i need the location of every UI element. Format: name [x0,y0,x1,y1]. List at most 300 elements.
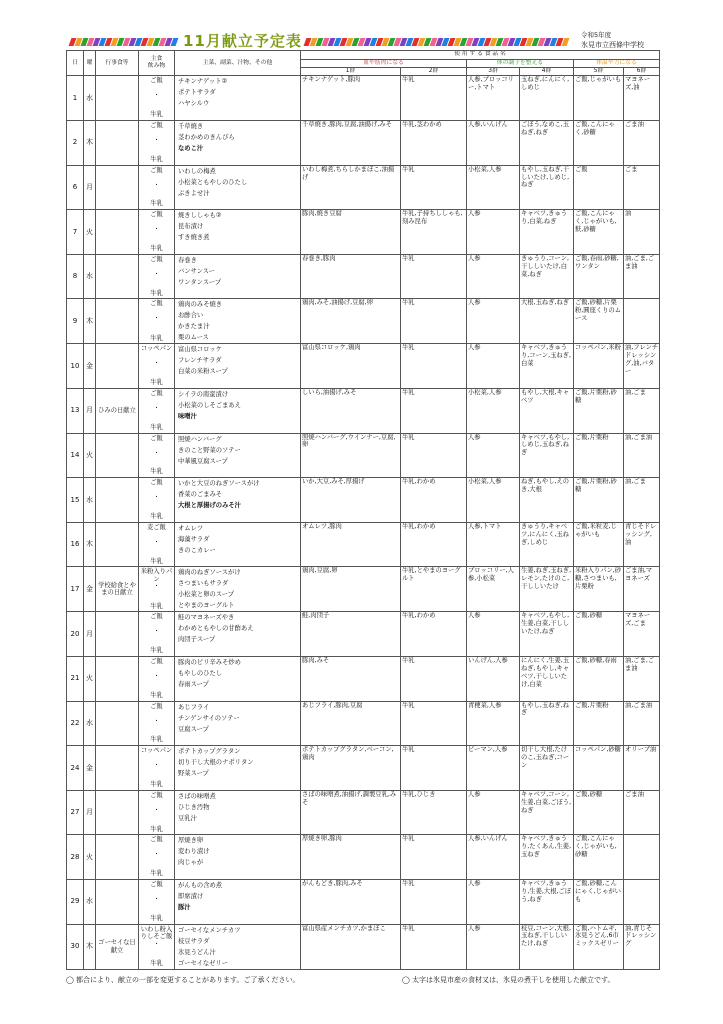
row-staple: ご飯 [150,791,163,799]
row-staple: ご飯 [150,658,163,665]
row-group-5: ご飯,こんにゃく,じゃがいも,砂糖 [574,835,624,880]
row-staple-cell [139,433,175,478]
row-event [96,210,139,255]
row-dow: 金 [84,344,96,389]
row-staple-dot: ・ [153,717,160,725]
row-group-6: ごま [624,165,660,210]
row-dish: 昆布漬け [178,223,204,231]
row-group-4: キャベツ,きゅうり,コーン,玉ねぎ,白菜 [520,344,574,389]
row-group-2: 牛乳 [401,433,467,478]
col-dow: 曜 [84,51,96,76]
row-event [96,165,139,210]
row-group-4: ねぎ,もやし,えのき,大根 [520,478,574,523]
row-group-1: 富山県コロッケ,鶏肉 [301,344,401,389]
row-group-5: ご飯,片栗粉 [574,433,624,478]
decoration-right [305,38,575,48]
row-group-5: ご飯,砂糖 [574,790,624,835]
row-group-5: ご飯,春雨,砂糖,ワンタン [574,254,624,299]
row-group-3: 人参 [467,299,520,344]
row-dish: 豚汁 [178,903,191,911]
col-dishes: 主菜、副菜、汁物、その他 [175,51,301,76]
row-milk: 牛乳 [150,959,163,967]
menu-row [67,701,660,746]
row-group-5: ご飯,片栗粉,砂糖 [574,389,624,434]
row-group-2: 牛乳 [401,254,467,299]
footer-note-change: ◯ 都合により、献立の一部を変更することがあります。ご了承ください。 [66,976,300,984]
row-staple-dot: ・ [153,538,160,546]
row-milk: 牛乳 [150,379,163,387]
row-group-4: キャベツ,もやし,生姜,白菜,干ししいたけ,ねぎ [520,612,574,657]
col-date: 日 [67,51,84,76]
row-dish: 変わり漬け [178,848,210,856]
row-dow: 水 [84,76,96,121]
row-dish: ゴーセイなメンチカツ [178,926,241,934]
row-dish: 小松菜と卵のスープ [178,591,235,599]
row-milk: 牛乳 [150,870,163,878]
row-event [96,299,139,344]
row-dish: あじフライ [178,703,210,711]
cat-red-label: 血や筋肉になる [301,60,467,68]
row-staple-dot: ・ [153,851,160,859]
row-group-6 [624,835,660,880]
row-staple-cell [139,657,175,702]
row-dish: ポテトカップグラタン [178,748,241,756]
row-group-5: ご飯,ハトムギ,氷見うどん,6市ミックスゼリー [574,924,624,969]
row-staple-dot: ・ [153,92,160,100]
row-group-5: 米粉入りパン,砂糖,さつまいも,片栗粉 [574,567,624,612]
row-dow: 火 [84,835,96,880]
row-staple: ご飯 [150,613,163,621]
row-group-4: にんにく,生姜,玉ねぎ,もやし,キャベツ,干ししいたけ,白菜 [520,657,574,702]
row-group-2: 牛乳,わかめ [401,522,467,567]
row-group-2: 牛乳 [401,746,467,791]
row-dish: 千草焼き [178,123,204,131]
row-staple: 米粉入りパン [140,568,173,584]
row-staple-dot: ・ [153,762,160,770]
row-staple-cell [139,924,175,969]
row-group-3: 青梗菜,人参 [467,701,520,746]
row-staple-cell [139,835,175,880]
row-dish: いかと大豆のねぎソースがけ [178,480,260,488]
row-group-1: チキンナゲット,豚肉 [301,76,401,121]
row-group-3: 人参,いんげん [467,121,520,166]
row-group-4: 玉ねぎ,にんにく,しめじ [520,76,574,121]
row-group-1: 鶏肉,豆腐,卵 [301,567,401,612]
row-staple: いわし粉入りしそご飯 [140,925,173,941]
row-milk: 牛乳 [150,602,163,610]
row-group-3: 人参 [467,924,520,969]
row-group-2: 牛乳 [401,299,467,344]
row-milk: 牛乳 [150,468,163,476]
row-date: 7 [67,210,84,255]
row-milk: 牛乳 [150,200,163,208]
row-group-2: 牛乳,とやまのヨーグルト [401,567,467,612]
row-group-3: 人参,トマト [467,522,520,567]
row-dish: ワンタンスープ [178,278,222,286]
row-group-2: 牛乳,わかめ [401,478,467,523]
cat-green-label: 体の調子を整える [467,60,574,68]
row-event [96,746,139,791]
row-group-5: ご飯,じゃがいも [574,76,624,121]
row-dishes [175,746,301,791]
row-date: 24 [67,746,84,791]
footer-note-bold: ◯ 太字は氷見市産の食材又は、氷見の煮干しを使用した献立です。 [402,976,615,984]
row-group-6: 油,ごま油 [624,701,660,746]
row-dow: 月 [84,790,96,835]
row-dishes [175,210,301,255]
row-dow: 火 [84,657,96,702]
row-dish: なめこ汁 [178,145,204,153]
row-event [96,522,139,567]
row-dish: 香菜のごまみそ [178,491,223,499]
row-dish: 海藻サラダ [178,535,210,543]
row-event [96,433,139,478]
row-dish: きのこと野菜のソテー [178,446,241,454]
row-dish: 枝豆サラダ [178,937,210,945]
menu-row [67,612,660,657]
row-date: 2 [67,121,84,166]
row-group-1: しいら,油揚げ,みそ [301,389,401,434]
row-staple-dot: ・ [153,181,160,189]
row-group-4: キャベツ,きゅうり,白菜,ねぎ [520,210,574,255]
row-milk: 牛乳 [150,691,163,699]
row-date: 15 [67,478,84,523]
row-dish: 春巻き [178,256,197,264]
row-dish: さばの味噌煮 [178,792,216,800]
row-dish: 照焼ハンバーグ [178,435,222,443]
row-dow: 月 [84,612,96,657]
row-dish: とやまのヨーグルト [178,602,235,610]
row-event [96,121,139,166]
row-milk: 牛乳 [150,825,163,833]
row-dish: ゴーセイなゼリー [178,959,229,967]
group-6: 6群 [624,68,660,76]
row-dow: 木 [84,924,96,969]
page-header [0,0,723,50]
row-dish: 豆腐スープ [178,725,209,733]
row-group-2: 牛乳 [401,165,467,210]
row-group-4: ごぼう,なめこ,玉ねぎ,ねぎ [520,121,574,166]
row-staple-dot: ・ [153,226,160,234]
row-dow: 木 [84,299,96,344]
row-milk: 牛乳 [150,914,163,922]
row-group-6: 油,ごま,ごま油 [624,657,660,702]
row-event [96,790,139,835]
row-dish: 豆乳汁 [178,814,197,822]
row-group-6: 油,ごま [624,389,660,434]
row-group-1: いわし梅煮,ちらしかまぼこ,油揚げ [301,165,401,210]
group-3: 3群 [467,68,520,76]
row-staple-cell [139,478,175,523]
school-name: 氷見市立西條中学校 [581,41,644,49]
row-group-2: 牛乳 [401,879,467,924]
row-group-3: 人参 [467,790,520,835]
row-group-3: 人参 [467,344,520,389]
menu-row [67,522,660,567]
row-date: 1 [67,76,84,121]
row-group-4: きゅうり,キャベツ,にんにく,玉ねぎ,しめじ [520,522,574,567]
row-dish: きのこカレー [178,546,216,554]
row-date: 30 [67,924,84,969]
row-dish: もやしのひたし [178,670,223,677]
row-milk: 牛乳 [150,111,163,119]
row-dishes [175,701,301,746]
row-dish: さつまいもサラダ [178,580,229,588]
row-group-6: 青じそドレッシング,油 [624,522,660,567]
menu-row [67,76,660,121]
row-group-2: 牛乳 [401,76,467,121]
menu-row [67,746,660,791]
row-staple-dot: ・ [153,137,160,145]
row-date: 6 [67,165,84,210]
row-event [96,254,139,299]
row-dishes [175,879,301,924]
row-dishes [175,433,301,478]
row-dishes [175,612,301,657]
row-staple-dot: ・ [153,449,160,457]
row-group-4: キャベツ,もやし,しめじ,玉ねぎ,ねぎ [520,433,574,478]
row-group-4: もやし,玉ねぎ,干しいたけ,しめじ,ねぎ [520,165,574,210]
row-group-2: 牛乳 [401,344,467,389]
row-date: 14 [67,433,84,478]
row-staple-dot: ・ [153,494,160,502]
row-group-2: 牛乳 [401,924,467,969]
row-staple: ご飯 [150,300,163,308]
row-staple: ご飯 [150,166,163,174]
row-group-4: キャベツ,きゅうり,たくあん,生姜,玉ねぎ [520,835,574,880]
row-dish: 豚肉のピリ辛みそ炒め [178,659,241,666]
row-group-5: コッペパン,砂糖 [574,746,624,791]
row-staple-dot: ・ [153,940,160,948]
row-group-3: ブロッコリー,人参,小松菜 [467,567,520,612]
row-group-1: 厚焼き卵,豚肉 [301,835,401,880]
row-dish: ひじき汚物 [178,803,210,811]
row-group-3: 人参 [467,433,520,478]
row-dish: 焼きししゃも② [178,212,222,220]
row-group-5: ご飯,砂糖 [574,612,624,657]
row-group-3: 人参 [467,879,520,924]
row-dish: 鶏肉のみそ焼き [178,301,223,309]
row-group-1: 豚肉,みそ [301,657,401,702]
row-dish: 中華風豆腐スープ [178,457,228,465]
row-staple: ご飯 [150,880,163,888]
row-dow: 金 [84,567,96,612]
row-group-6: 油,青じそドレッシング [624,924,660,969]
row-milk: 牛乳 [150,512,163,520]
row-group-1: あじフライ,豚肉,豆腐 [301,701,401,746]
row-group-4: もやし,大根,キャベツ [520,389,574,434]
row-date: 21 [67,657,84,702]
row-dishes [175,567,301,612]
row-group-2: 牛乳,子持ちししゃも,刻み昆布 [401,210,467,255]
row-group-2: 牛乳 [401,835,467,880]
row-group-3: いんげん,人参 [467,657,520,702]
row-dow: 水 [84,478,96,523]
row-group-4: 大根,玉ねぎ,ねぎ [520,299,574,344]
row-group-5: ご飯,こんにゃく,じゃがいも,麩,砂糖 [574,210,624,255]
row-dishes [175,478,301,523]
row-group-6: オリーブ油 [624,746,660,791]
row-dishes [175,344,301,389]
row-group-4: 生姜,ねぎ,玉ねぎ,レモン,たけのこ,干ししいたけ [520,567,574,612]
row-staple: ご飯 [150,122,163,130]
row-group-1: 照焼ハンバーグ,ウインナー,豆腐,卵 [301,433,401,478]
row-dish: 厚焼き卵 [178,837,204,845]
row-event: ゴーセイな日献立 [96,924,139,969]
col-event: 行事食等 [96,51,139,76]
row-dish: 肉じゃが [178,859,204,867]
row-group-6 [624,299,660,344]
row-group-5: ご飯,米粒麦,じゃがいも [574,522,624,567]
row-group-6: 油,フレンチドレッシング,油,バター [624,344,660,389]
row-dish: 鮭のマヨネーズやき [178,614,235,622]
row-dish: すき焼き煮 [178,234,210,242]
row-staple-cell [139,612,175,657]
row-group-1: ポテトカップグラタン,ベーコン,鶏肉 [301,746,401,791]
row-staple: ご飯 [150,211,163,219]
row-dow: 月 [84,165,96,210]
row-group-5: ご飯,砂糖,こんにゃく,じゃがいも [574,879,624,924]
row-dow: 水 [84,701,96,746]
row-event [96,344,139,389]
row-date: 8 [67,254,84,299]
row-dish: 即席漬け [178,892,204,900]
menu-row [67,657,660,702]
row-date: 10 [67,344,84,389]
row-group-3: 人参,いんげん [467,835,520,880]
row-milk: 牛乳 [150,647,163,655]
row-dow: 木 [84,522,96,567]
row-dow: 金 [84,746,96,791]
row-staple-cell [139,567,175,612]
row-group-6: ごま油 [624,790,660,835]
row-date: 13 [67,389,84,434]
row-group-5: ご飯,砂糖,片栗粉,圓座くりのムース [574,299,624,344]
row-event [96,701,139,746]
row-group-3: 人参,ブロッコリー,トマト [467,76,520,121]
row-event [96,478,139,523]
row-event [96,835,139,880]
row-dish: 富山県コロッケ [178,346,222,354]
row-dish: 茎わかめのきんぴら [178,134,235,142]
group-4: 4群 [520,68,574,76]
row-staple: ご飯 [150,479,163,487]
row-milk: 牛乳 [150,244,163,252]
row-group-6: ごま油 [624,121,660,166]
row-dish: 肉団子スープ [178,636,216,644]
row-milk: 牛乳 [150,736,163,744]
row-staple-cell [139,746,175,791]
row-dish: 氷見うどん汁 [178,948,216,956]
row-group-1: 富山県産メンチカツ,かまぼこ [301,924,401,969]
menu-row [67,879,660,924]
row-group-3: 人参 [467,210,520,255]
row-group-4: きゅうり,コーン,干ししいたけ,白菜,ねぎ [520,254,574,299]
row-dish: 白菜の米粉スープ [178,368,228,376]
row-date: 29 [67,879,84,924]
row-dish: がんもの含め煮 [178,881,223,889]
row-event: ひみの日献立 [96,389,139,434]
row-staple-cell [139,299,175,344]
row-staple-dot: ・ [153,806,160,814]
row-group-3: 小松菜,人参 [467,478,520,523]
row-dish: ぶきよせ汁 [178,189,210,197]
menu-row [67,165,660,210]
row-staple: ご飯 [150,836,163,844]
row-dow: 月 [84,389,96,434]
row-staple-dot: ・ [153,895,160,903]
row-dishes [175,76,301,121]
row-staple-cell [139,790,175,835]
decoration-left [70,38,180,48]
row-group-1: 豚肉,焼き豆腐 [301,210,401,255]
row-staple: ご飯 [150,390,163,398]
row-staple-dot: ・ [153,405,160,413]
row-dishes [175,165,301,210]
row-dish: 大根と厚揚げのみそ汁 [178,502,241,510]
row-group-6: ごま油,マヨネーズ [624,567,660,612]
row-dow: 水 [84,254,96,299]
deco-mark [171,38,179,46]
row-group-1: いか,大豆,みそ,厚揚げ [301,478,401,523]
row-dish: オムレツ [178,524,204,532]
row-milk: 牛乳 [150,780,163,788]
row-staple-cell [139,344,175,389]
row-milk: 牛乳 [150,423,163,431]
row-staple-dot: ・ [153,628,160,636]
menu-row [67,478,660,523]
row-group-6: マヨネーズ,ごま [624,612,660,657]
row-group-6 [624,879,660,924]
row-dish: バンサンスー [178,267,215,275]
row-group-6: 油,ごま [624,478,660,523]
row-staple-cell [139,254,175,299]
row-milk: 牛乳 [150,557,163,565]
cat-orange-label: 体温や力になる [574,60,660,68]
row-staple: ご飯 [150,255,163,263]
row-dishes [175,522,301,567]
row-group-5: コッペパン,米粉 [574,344,624,389]
menu-row [67,790,660,835]
row-dishes [175,657,301,702]
page-title: 11月献立予定表 [183,32,302,50]
row-group-6: 油,ごま,ごま油 [624,254,660,299]
row-group-2: 牛乳,ひじき [401,790,467,835]
row-group-4: もやし,玉ねぎ,ねぎ [520,701,574,746]
menu-row [67,433,660,478]
row-dish: わかめともやしの甘酢あえ [178,625,254,633]
row-staple: コッペパン [140,747,173,755]
row-dishes [175,121,301,166]
menu-row [67,924,660,969]
row-date: 9 [67,299,84,344]
row-dish: ポテトサラダ [178,89,216,97]
row-group-3: 人参 [467,612,520,657]
row-dish: 春雨スープ [178,681,209,688]
row-date: 20 [67,612,84,657]
row-group-1: 鶏肉,みそ,油揚げ,豆腐,卵 [301,299,401,344]
row-dish: ハヤシルウ [178,100,210,108]
row-staple-dot: ・ [153,673,160,680]
row-dow: 火 [84,210,96,255]
row-group-5: ご飯,片栗粉 [574,701,624,746]
menu-row [67,210,660,255]
row-milk: 牛乳 [150,289,163,297]
row-group-4: キャベツ,コーン,生姜,白菜,ごぼう,ねぎ [520,790,574,835]
row-dish: お酢合い [178,312,204,320]
row-group-1: がんもどき,豚肉,みそ [301,879,401,924]
row-staple: ご飯 [150,702,163,710]
